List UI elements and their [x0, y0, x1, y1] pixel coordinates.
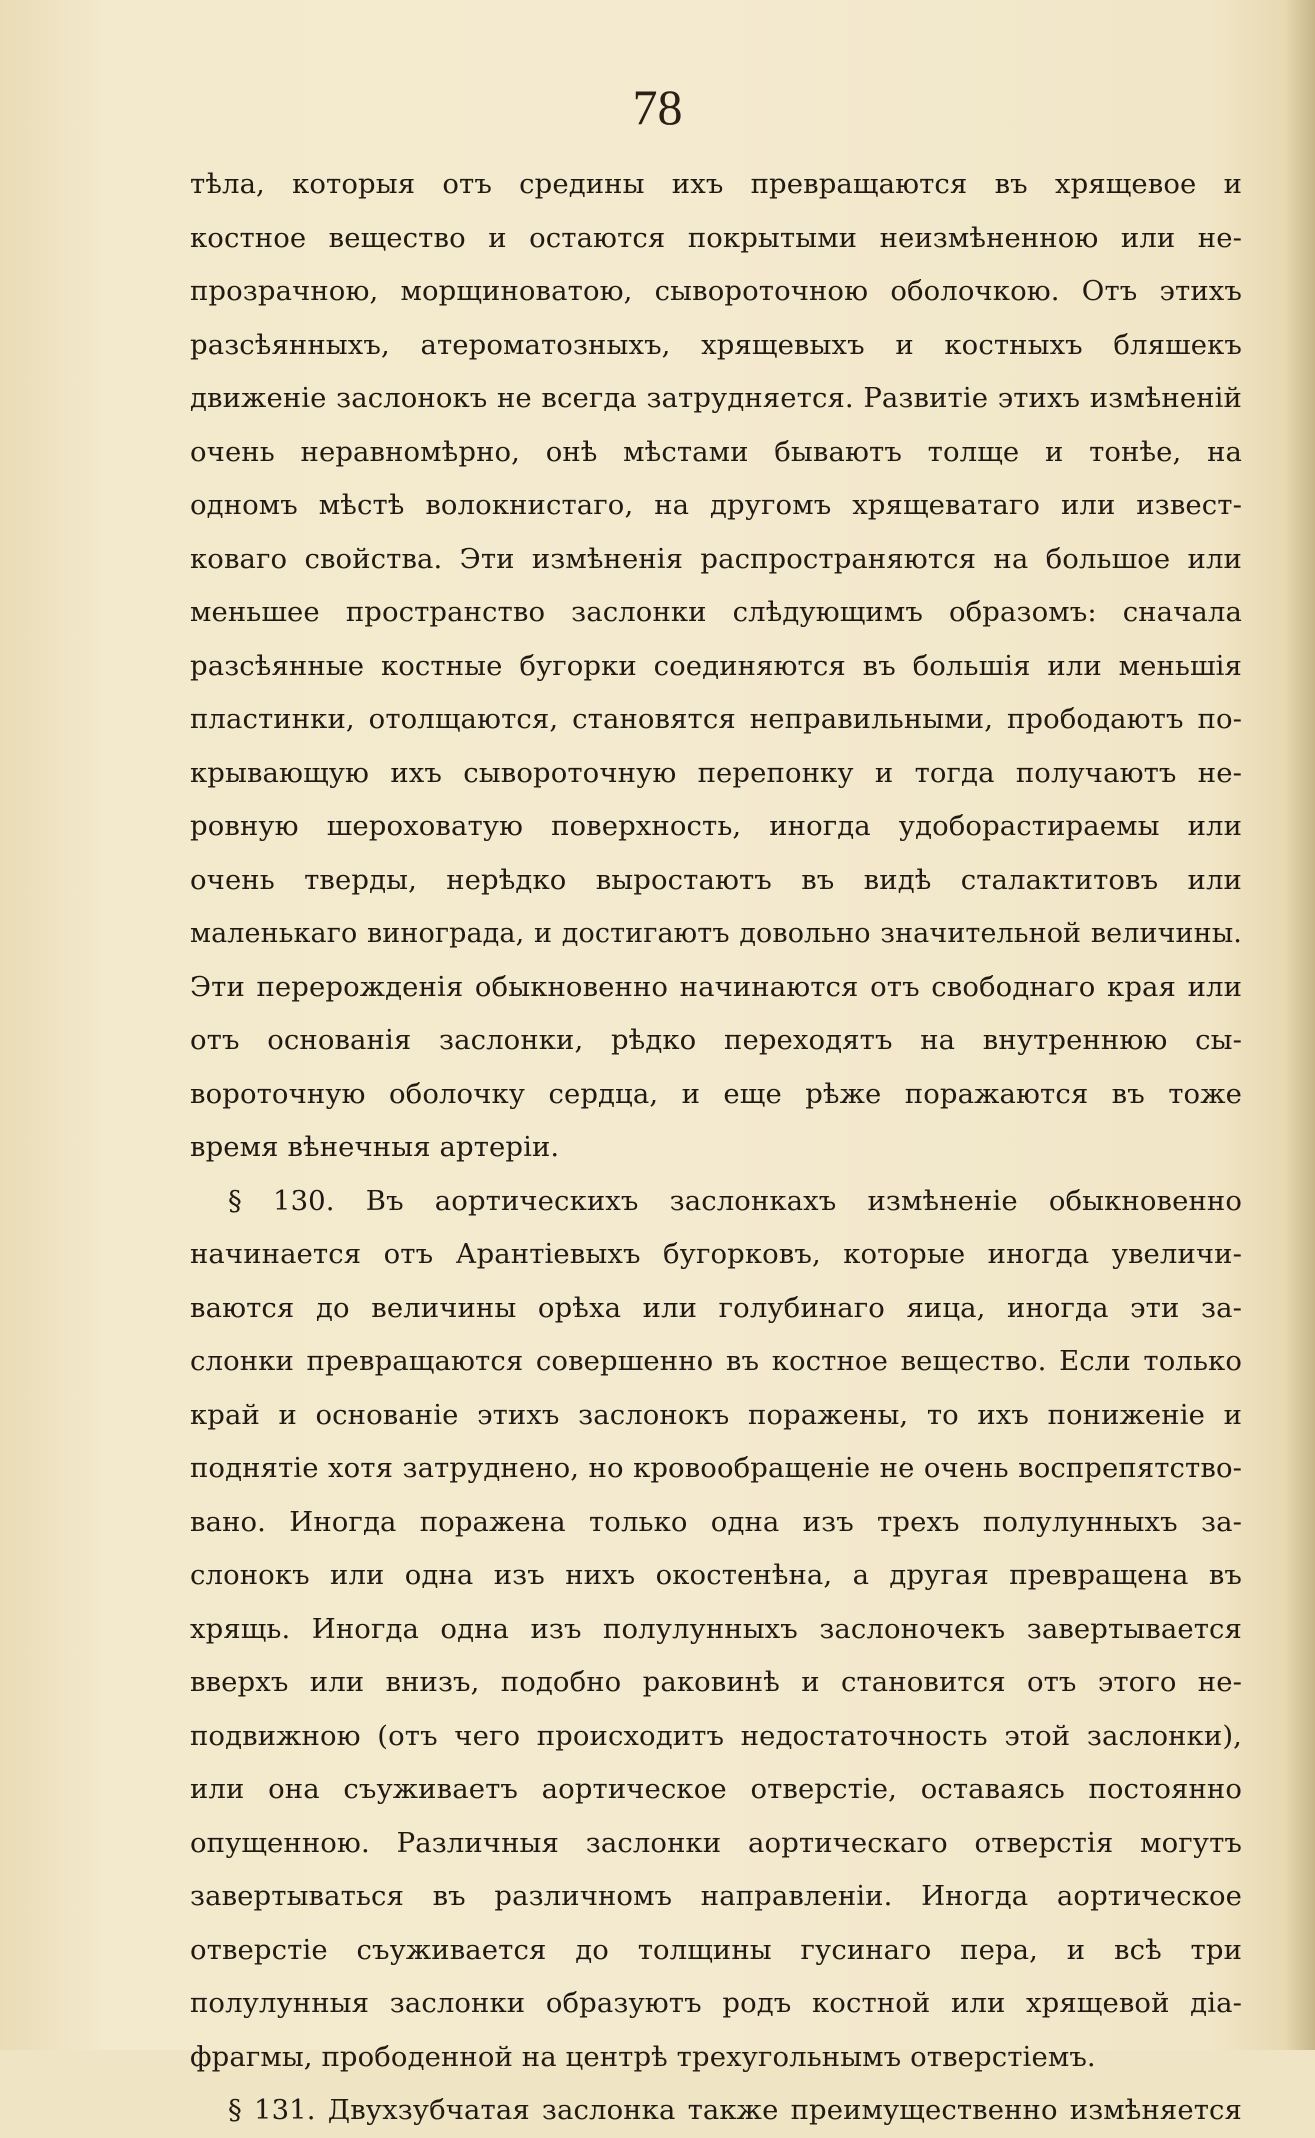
page-edge-shadow [1285, 0, 1315, 2050]
text-line: вороточную оболочку сердца, и еще рѣже поражаются въ тоже [190, 1077, 1242, 1110]
text-line: крывающую ихъ сывороточную перепонку и тогда получаютъ не- [190, 756, 1242, 789]
text-line: Эти перерожденія обыкновенно начинаются отъ свободнаго края или [190, 970, 1242, 1003]
text-line: очень неравномѣрно, онѣ мѣстами бываютъ толще и тонѣе, на [190, 435, 1242, 468]
text-line: отъ основанія заслонки, рѣдко переходятъ на внутреннюю сы- [190, 1024, 1242, 1056]
text-line: полулунныя заслонки образуютъ родъ костной или хрящевой діа- [190, 1987, 1242, 2019]
page-number: 78 [632, 79, 683, 135]
text-line: тѣла, которыя отъ средины ихъ превращаются въ хрящевое и [190, 168, 1242, 200]
text-line: опущенною. Различныя заслонки аортическаго отверстія могутъ [190, 1826, 1242, 1859]
text-line: или она съуживаетъ аортическое отверстіе, оставаясь постоянно [190, 1773, 1242, 1805]
text-line: ваются до величины орѣха или голубинаго яица, иногда эти за- [190, 1291, 1242, 1324]
text-line: хрящь. Иногда одна изъ полулунныхъ заслоночекъ завертывается [190, 1612, 1242, 1645]
text-line: меньшее пространство заслонки слѣдующимъ образомъ: сначала [190, 596, 1242, 628]
text-line: ровную шероховатую поверхность, иногда удоборастираемы или [190, 810, 1242, 842]
text-line: начинается отъ Арантіевыхъ бугорковъ, которые иногда увеличи- [190, 1238, 1242, 1270]
text-line: § 131. Двухзубчатая заслонка также преимущественно измѣняется [228, 2094, 1242, 2126]
text-line: отверстіе съуживается до толщины гусинаго пера, и всѣ три [190, 1933, 1242, 1966]
text-line: край и основаніе этихъ заслонокъ поражены, то ихъ пониженіе и [190, 1398, 1242, 1431]
text-line: вверхъ или внизъ, подобно раковинѣ и становится отъ этого не- [190, 1666, 1242, 1698]
body-text [190, 158, 1242, 2138]
text-line: вано. Иногда поражена только одна изъ трехъ полулунныхъ за- [190, 1505, 1242, 1538]
text-line: коваго свойства. Эти измѣненія распространяются на большое или [190, 542, 1242, 575]
text-line: маленькаго винограда, и достигаютъ довольно значительной величины. [190, 918, 1242, 949]
text-line: слонки превращаются совершенно въ костное вещество. Если только [190, 1345, 1242, 1377]
text-line: время вѣнечныя артеріи. [190, 1131, 560, 1163]
text-line: фрагмы, прободенной на центрѣ трехугольнымъ отверстіемъ. [190, 2040, 1096, 2073]
text-line: движеніе заслонокъ не всегда затрудняется. Развитіе этихъ измѣненій [190, 382, 1242, 414]
text-line: очень тверды, нерѣдко выростаютъ въ видѣ сталактитовъ или [190, 863, 1242, 896]
text-line: поднятіе хотя затруднено, но кровообращеніе не очень воспрепятство- [190, 1452, 1242, 1484]
text-line: разсѣянные костные бугорки соединяются въ большія или меньшія [190, 649, 1242, 682]
text-line: разсѣянныхъ, атероматозныхъ, хрящевыхъ и костныхъ бляшекъ [190, 328, 1242, 361]
text-line: костное вещество и остаются покрытыми неизмѣненною или не- [190, 221, 1242, 254]
text-line: пластинки, отолщаются, становятся неправильными, прободаютъ по- [190, 703, 1242, 735]
text-line: завертываться въ различномъ направленіи. Иногда аортическое [190, 1880, 1242, 1912]
text-line: подвижною (отъ чего происходитъ недостаточность этой заслонки), [190, 1719, 1242, 1752]
text-line: одномъ мѣстѣ волокнистаго, на другомъ хрящеватаго или извест- [190, 489, 1242, 521]
text-line: прозрачною, морщиноватою, сывороточною оболочкою. Отъ этихъ [190, 275, 1242, 307]
text-line: § 130. Въ аортическихъ заслонкахъ измѣненіе обыкновенно [228, 1184, 1242, 1217]
text-line: слонокъ или одна изъ нихъ окостенѣна, а другая превращена въ [190, 1559, 1242, 1591]
